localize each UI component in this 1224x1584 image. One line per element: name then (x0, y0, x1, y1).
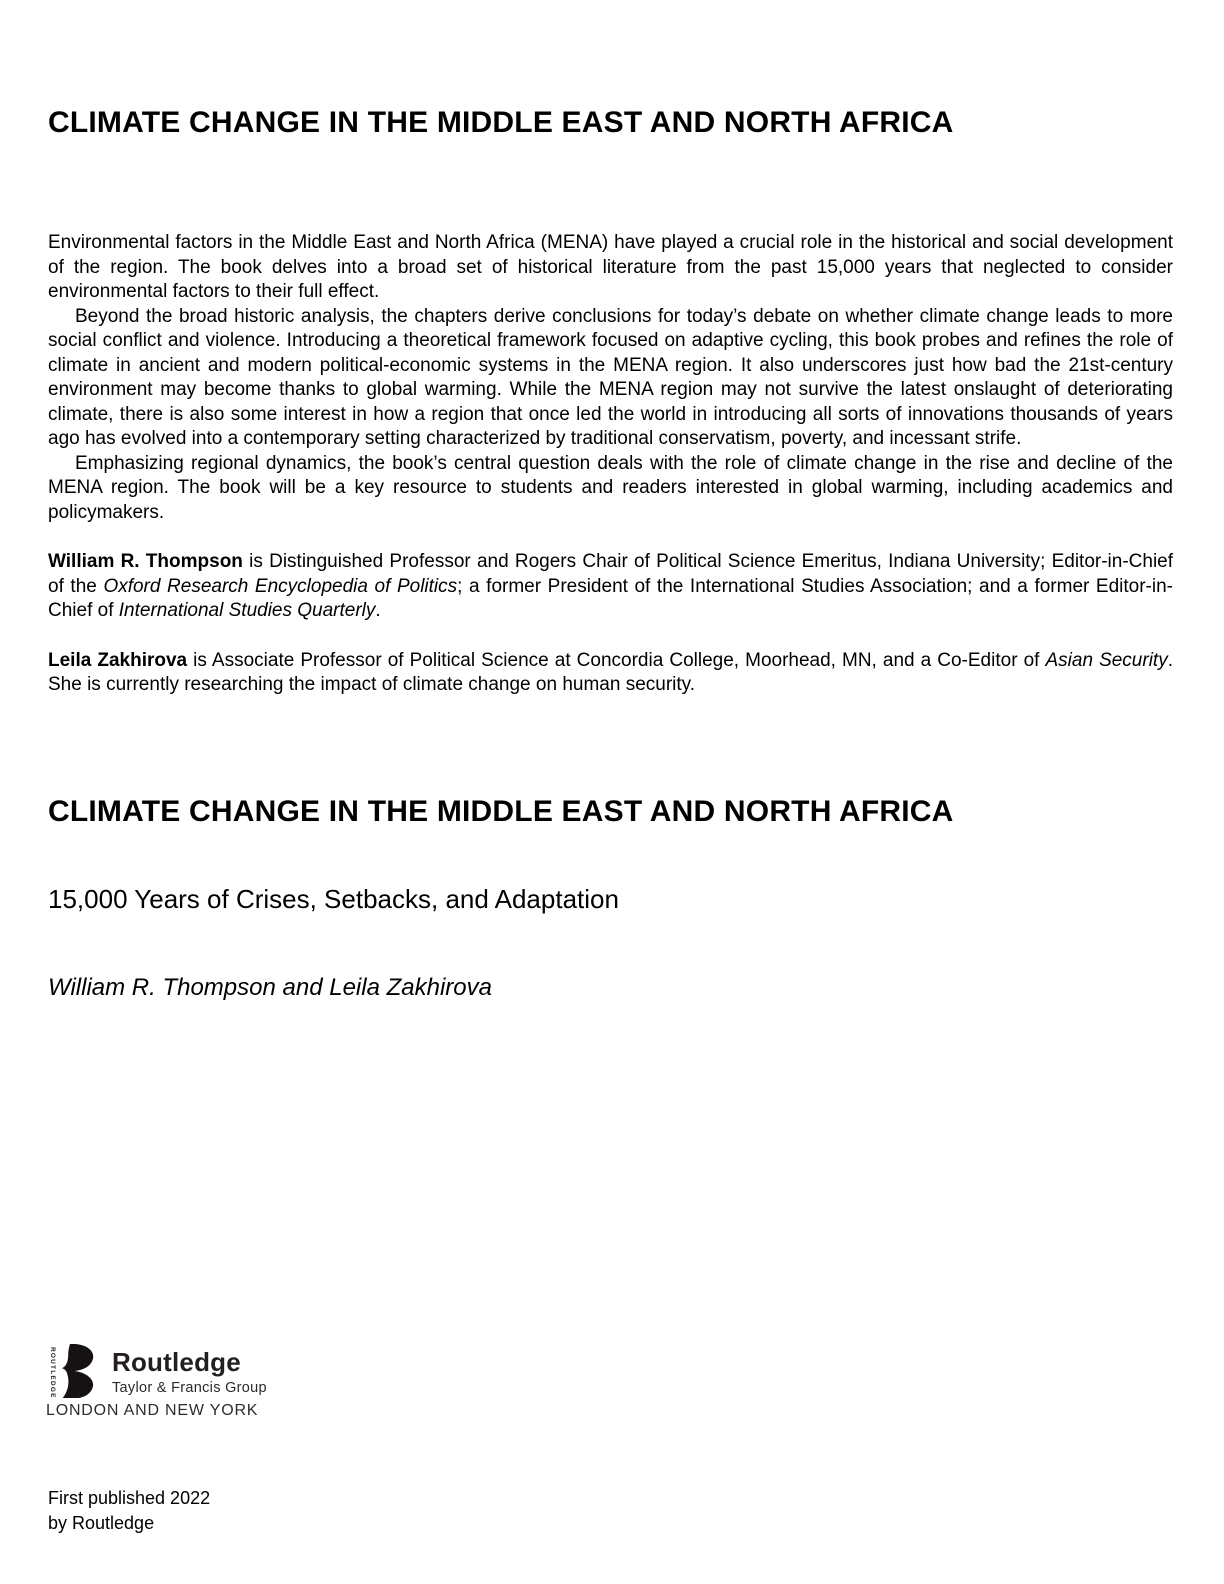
publisher-cities: LONDON AND NEW YORK (46, 1402, 259, 1419)
publisher-name: Routledge (112, 1347, 241, 1377)
book-title-heading: CLIMATE CHANGE IN THE MIDDLE EAST AND NORTH AFRICA (48, 106, 954, 139)
imprint-block (48, 1486, 210, 1536)
description-paragraph: Emphasizing regional dynamics, the book’s central question deals with the role of climate change in the rise and decline of the MENA region. The book will be a key resource to students and readers interested in global warming, including academics and policymakers. (48, 452, 1173, 523)
title-page-heading: CLIMATE CHANGE IN THE MIDDLE EAST AND NORTH AFRICA (48, 795, 954, 828)
book-subtitle: 15,000 Years of Crises, Setbacks, and Adaptation (48, 884, 619, 914)
journal-title: International Studies Quarterly (118, 600, 376, 621)
author-bio-thompson (48, 550, 1173, 624)
description-paragraph: Environmental factors in the Middle East and North Africa (MENA) have played a crucial role in the historical and social development of the region. The book delves into a broad set of historical literature from the past 15,000 years that neglected to consider environmental factors to their full effect. (48, 232, 1173, 302)
imprint-line-published: First published 2022 (48, 1488, 211, 1508)
book-authors: William R. Thompson and Leila Zakhirova (48, 974, 492, 1001)
routledge-logo (46, 1344, 376, 1398)
author-name: Leila Zakhirova (48, 649, 188, 671)
bio-text: . She is currently researching the impact of climate change on human security. (48, 649, 1173, 695)
bio-text: ; a former President of the International Studies Association; and a former Editor-in-Chief of (48, 575, 1173, 621)
imprint-line-publisher: by Routledge (48, 1513, 155, 1533)
routledge-r-mark (58, 1344, 100, 1398)
description-and-bios (48, 231, 1173, 698)
journal-title: Asian Security (1045, 649, 1168, 671)
routledge-wordmark (112, 1347, 267, 1396)
journal-title: Oxford Research Encyclopedia of Politics (103, 575, 458, 597)
bio-text: is Associate Professor of Political Science at Concordia College, Moorhead, MN, and a Co-Editor of (187, 649, 1046, 671)
routledge-vertical-text: ROUTLEDGE (49, 1347, 56, 1399)
description-paragraph: Beyond the broad historic analysis, the chapters derive conclusions for today’s debate on whether climate change leads to more social conflict and violence. Introducing a theoretical framework focused on adaptive cycling, this book probes and refines the role of climate in ancient and modern political-economic systems in the MENA region. It also underscores just how bad the 21st-century environment may become thanks to global warming. While the MENA region may not survive the latest onslaught of deteriorating climate, there is also some interest in how a region that once led the world in introducing all sorts of innovations thousands of years ago has evolved into a contemporary setting characterized by traditional conservatism, poverty, and incessant strife. (48, 305, 1173, 449)
bio-text: is Distinguished Professor and Rogers Chair of Political Science Emeritus, Indiana University; Editor-in-Chief of the (48, 551, 1174, 597)
bio-text: . (375, 600, 381, 621)
author-name: William R. Thompson (48, 551, 243, 572)
publisher-group-name: Taylor & Francis Group (112, 1380, 267, 1396)
author-bio-zakhirova (48, 649, 1173, 698)
